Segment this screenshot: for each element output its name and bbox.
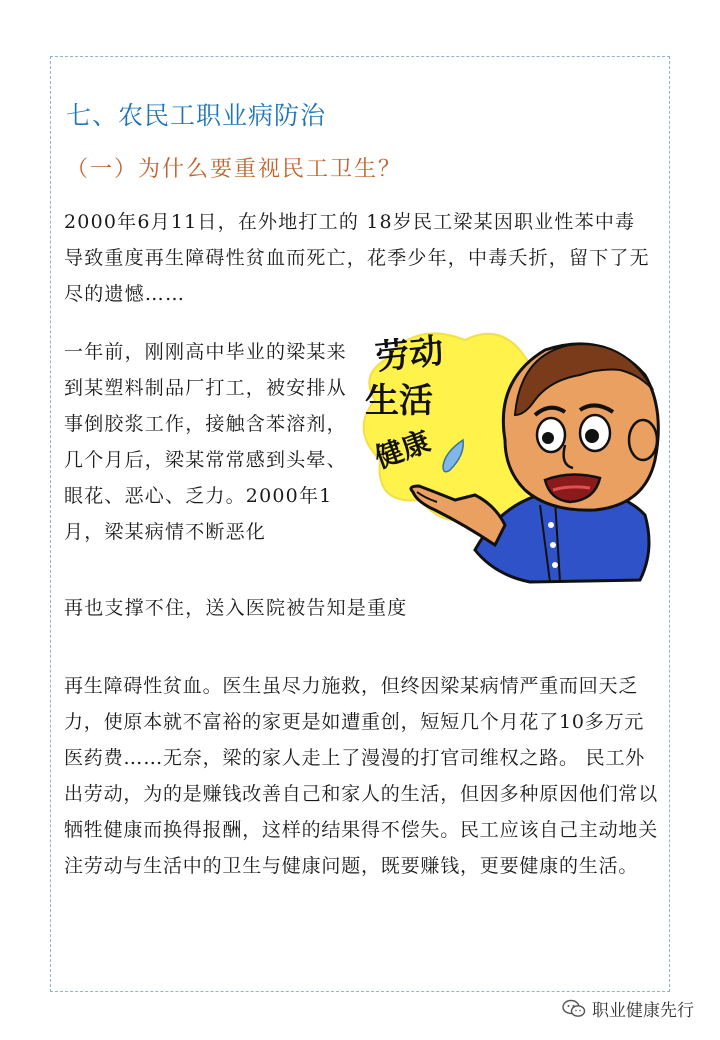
account-name: 职业健康先行 xyxy=(592,1001,694,1021)
paragraph-conclusion: 再生障碍性贫血。医生虽尽力施救，但终因梁某病情严重而回天乏力，使原本就不富裕的家更是如遭重创，短短几个月花了10多万元医药费……无奈，梁的家人走上了漫漫的打官司维权之路。 民工外出劳动，为的是赚钱改善自己和家人的生活，但因多种原因他们常以牺牲健康而换得报酬，这样的结果得不偿失。民工应该自己主动地关注劳动与生活中的卫生与健康问题，既要赚钱，更要健康的生活。 xyxy=(64,675,659,877)
subsection-title: （一）为什么要重视民工卫生？ xyxy=(66,157,403,182)
cartoon-illustration xyxy=(355,320,665,610)
footer-account xyxy=(562,996,694,1021)
word-health: 健康 xyxy=(370,424,435,475)
paragraph-story: 一年前，刚刚高中毕业的梁某来到某塑料制品厂打工，被安排从事倒胶浆工作，接触含苯溶剂，几个月后，梁某常常感到头晕、眼花、恶心、乏力。2000年1月，梁某病情不断恶化 xyxy=(64,341,347,543)
word-life: 生活 xyxy=(365,381,433,421)
ear xyxy=(629,420,657,460)
word-labor: 劳动 xyxy=(373,331,446,379)
paragraph-intro: 2000年6月11日，在外地打工的 18岁民工梁某因职业性苯中毒导致重度再生障碍性贫血而死亡，花季少年，中毒夭折，留下了无尽的遗憾…… xyxy=(64,211,650,305)
section-title: 七、农民工职业病防治 xyxy=(66,101,327,130)
paragraph-story-continued: 再也支撑不住，送入医院被告知是重度 xyxy=(64,597,408,619)
wechat-icon xyxy=(562,999,586,1019)
